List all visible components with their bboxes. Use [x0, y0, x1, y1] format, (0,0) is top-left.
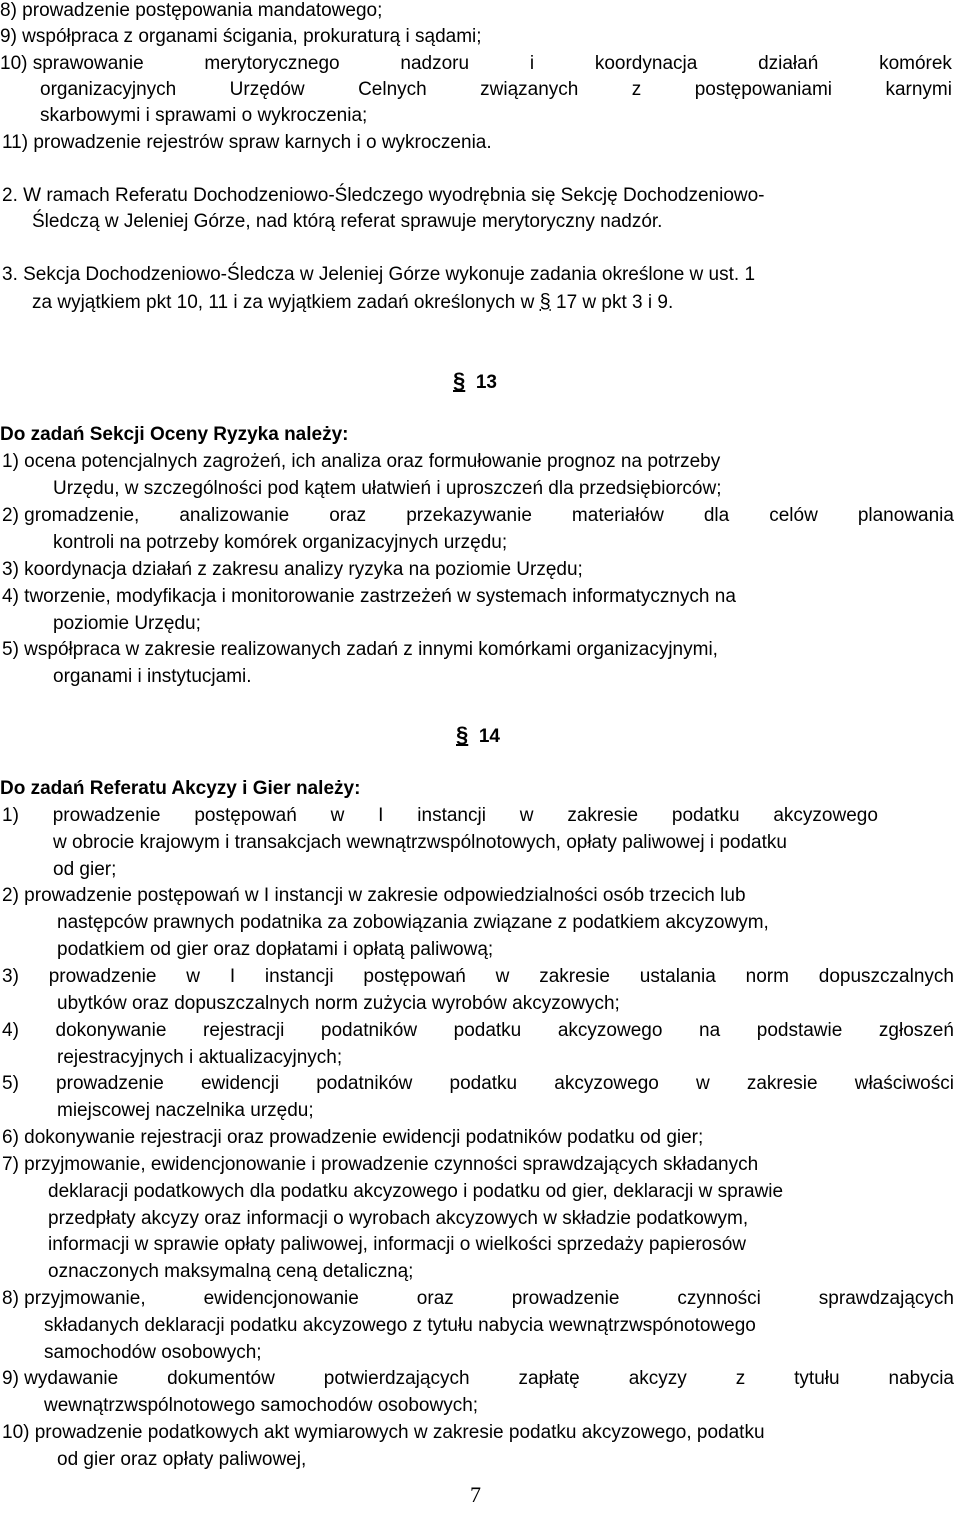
section-13-title: § 13 — [453, 368, 497, 393]
s14-item-2-line-1: 2) prowadzenie postępowań w I instancji w zakresie odpowiedzialności osób trzecich lub — [2, 885, 746, 906]
s14-item-8-line-3: samochodów osobowych; — [44, 1342, 262, 1363]
s14-item-2-line-3: podatkiem od gier oraz dopłatami i opłatą paliwową; — [57, 939, 494, 960]
s13-item-4-line-2: poziomie Urzędu; — [53, 613, 201, 634]
s13-item-5-line-2: organami i instytucjami. — [53, 666, 252, 687]
s14-item-7-line-5: oznaczonych maksymalną ceną detaliczną; — [48, 1261, 414, 1282]
s14-item-3-line-2: ubytków oraz dopuszczalnych norm zużycia wyrobów akcyzowych; — [57, 993, 620, 1014]
s14-item-9-line-1: 9) wydawanie dokumentów potwierdzających zapłatę akcyzy z tytułu nabycia — [2, 1368, 954, 1389]
s13-item-1-line-1: 1) ocena potencjalnych zagrożeń, ich analiza oraz formułowanie prognoz na potrzeby — [2, 451, 721, 472]
item-8: 8) prowadzenie postępowania mandatowego; — [0, 0, 383, 21]
s14-item-8-line-1: 8) przyjmowanie, ewidencjonowanie oraz prowadzenie czynności sprawdzających — [2, 1288, 954, 1309]
s14-item-6: 6) dokonywanie rejestracji oraz prowadzenie ewidencji podatników podatku od gier; — [2, 1127, 704, 1148]
section-sign: § — [539, 291, 551, 313]
item-10-line-1: 10) sprawowanie merytorycznego nadzoru i koordynacja działań komórek — [0, 53, 952, 74]
item-10-line-3: skarbowymi i sprawami o wykroczenia; — [40, 105, 368, 126]
s13-item-5-line-1: 5) współpraca w zakresie realizowanych zadań z innymi komórkami organizacyjnymi, — [2, 639, 718, 660]
s13-item-3: 3) koordynacja działań z zakresu analizy ryzyka na poziomie Urzędu; — [2, 559, 583, 580]
s14-item-7-line-1: 7) przyjmowanie, ewidencjonowanie i prowadzenie czynności sprawdzających składanych — [2, 1154, 759, 1175]
s14-item-1-line-1: 1) prowadzenie postępowań w I instancji w zakresie podatku akcyzowego — [2, 805, 878, 826]
s13-item-2-line-2: kontroli na potrzeby komórek organizacyjnych urzędu; — [53, 532, 508, 553]
paragraph-3-line-2: za wyjątkiem pkt 10, 11 i za wyjątkiem zadań określonych w § 17 w pkt 3 i 9. — [32, 291, 674, 313]
s14-item-7-line-3: przedpłaty akcyzy oraz informacji o wyrobach akcyzowych w składzie podatkowym, — [48, 1208, 749, 1229]
section-13-heading: Do zadań Sekcji Oceny Ryzyka należy: — [0, 424, 349, 445]
paragraph-2-line-2: Śledczą w Jeleniej Górze, nad którą referat sprawuje merytoryczny nadzór. — [32, 211, 663, 232]
s14-item-7-line-4: informacji w sprawie opłaty paliwowej, informacji o wielkości sprzedaży papierosów — [48, 1234, 746, 1255]
item-9: 9) współpraca z organami ścigania, prokuraturą i sądami; — [0, 26, 482, 47]
s13-item-4-line-1: 4) tworzenie, modyfikacja i monitorowanie zastrzeżeń w systemach informatycznych na — [2, 586, 736, 607]
s14-item-1-line-3: od gier; — [53, 859, 117, 880]
s14-item-2-line-2: następców prawnych podatnika za zobowiązania związane z podatkiem akcyzowym, — [57, 912, 769, 933]
s13-item-1-line-2: Urzędu, w szczególności pod kątem ułatwień i uproszczeń dla przedsiębiorców; — [53, 478, 722, 499]
section-14-title: § 14 — [456, 722, 500, 747]
s13-item-2-line-1: 2) gromadzenie, analizowanie oraz przekazywanie materiałów dla celów planowania — [2, 505, 954, 526]
item-11: 11) prowadzenie rejestrów spraw karnych i o wykroczenia. — [2, 132, 492, 153]
page-number: 7 — [470, 1482, 481, 1507]
section-14-heading: Do zadań Referatu Akcyzy i Gier należy: — [0, 778, 361, 799]
item-10-line-2: organizacyjnych Urzędów Celnych związanych z postępowaniami karnymi — [40, 79, 952, 100]
s14-item-5-line-2: miejscowej naczelnika urzędu; — [57, 1100, 314, 1121]
s14-item-7-line-2: deklaracji podatkowych dla podatku akcyzowego i podatku od gier, deklaracji w sprawie — [48, 1181, 784, 1202]
s14-item-9-line-2: wewnątrzwspólnotowego samochodów osobowych; — [44, 1395, 479, 1416]
s14-item-10-line-1: 10) prowadzenie podatkowych akt wymiarowych w zakresie podatku akcyzowego, podatku — [2, 1422, 765, 1443]
s14-item-8-line-2: składanych deklaracji podatku akcyzowego z tytułu nabycia wewnątrzwspónotowego — [44, 1315, 756, 1336]
s14-item-1-line-2: w obrocie krajowym i transakcjach wewnątrzwspólnotowych, opłaty paliwowej i podatku — [53, 832, 787, 853]
s14-item-5-line-1: 5) prowadzenie ewidencji podatników podatku akcyzowego w zakresie właściwości — [2, 1073, 954, 1094]
s14-item-4-line-1: 4) dokonywanie rejestracji podatników podatku akcyzowego na podstawie zgłoszeń — [2, 1020, 954, 1041]
paragraph-2-line-1: 2. W ramach Referatu Dochodzeniowo-Śledczego wyodrębnia się Sekcję Dochodzeniowo- — [2, 185, 765, 206]
paragraph-3-line-1: 3. Sekcja Dochodzeniowo-Śledcza w Jeleniej Górze wykonuje zadania określone w ust. 1 — [2, 264, 756, 285]
s14-item-3-line-1: 3) prowadzenie w I instancji postępowań w zakresie ustalania norm dopuszczalnych — [2, 966, 954, 987]
s14-item-4-line-2: rejestracyjnych i aktualizacyjnych; — [57, 1047, 343, 1068]
s14-item-10-line-2: od gier oraz opłaty paliwowej, — [57, 1449, 307, 1470]
